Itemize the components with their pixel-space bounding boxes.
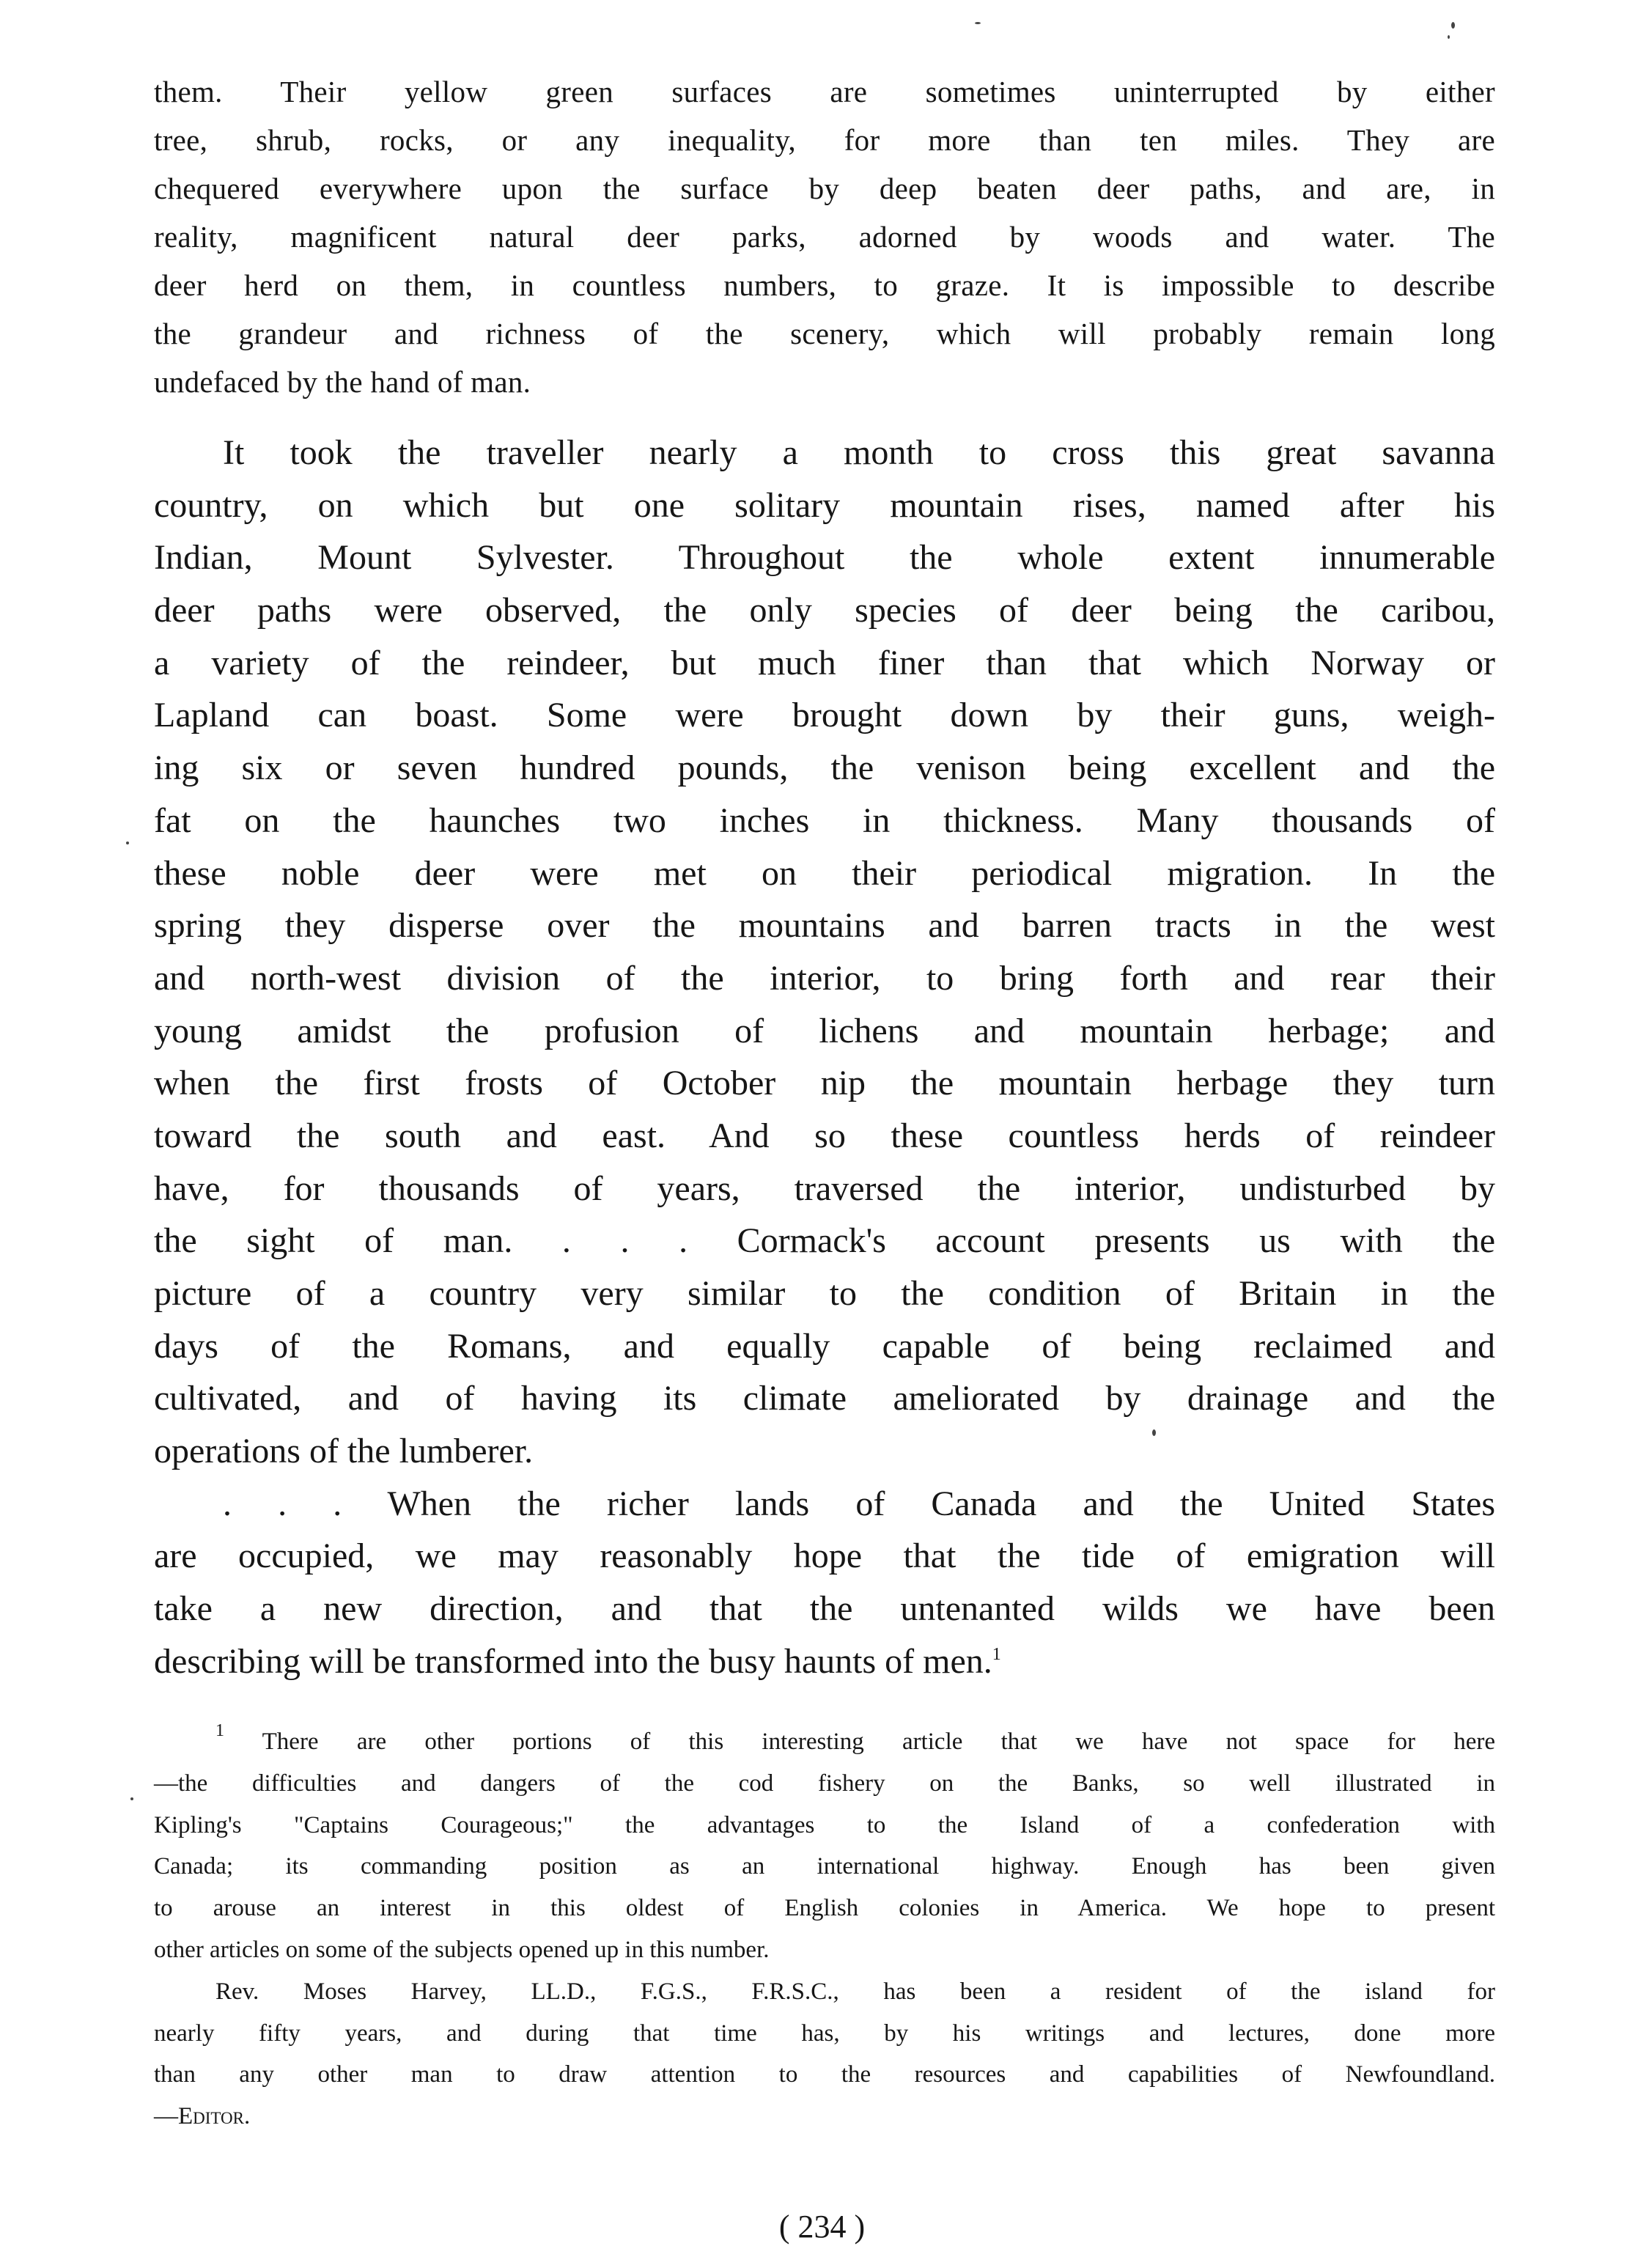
- footnote-line: other articles on some of the subjects opened up in this number.: [154, 1936, 770, 1963]
- text-line: the grandeur and richness of the scenery, which will probably remain long: [154, 317, 1495, 350]
- text-line: . . . When the richer lands of Canada and the United States: [223, 1484, 1495, 1523]
- editor-signature: [154, 2096, 1495, 2138]
- text-line: young amidst the profusion of lichens and mountain herbage; and: [154, 1011, 1495, 1050]
- editor-dash: —: [154, 2103, 178, 2130]
- text-line: these noble deer were met on their periodical migration. In the: [154, 853, 1495, 893]
- text-line: spring they disperse over the mountains and barren tracts in the west: [154, 906, 1495, 946]
- text-line: deer paths were observed, the only species of deer being the caribou,: [154, 591, 1495, 630]
- footnote-line: than any other man to draw attention to the resources and capabilities of Newfoundland.: [154, 2061, 1495, 2088]
- scan-speck: [1448, 35, 1450, 39]
- text-line: ing six or seven hundred pounds, the venison being excellent and the: [154, 748, 1495, 788]
- footnote-line: —the difficulties and dangers of the cod fishery on the Banks, so well illustrated in: [154, 1770, 1495, 1797]
- page-number: ( 234 ): [778, 2209, 866, 2245]
- text-line: days of the Romans, and equally capable of being reclaimed and: [154, 1326, 1495, 1366]
- editor-label: Editor.: [178, 2103, 251, 2130]
- text-line: cultivated, and of having its climate ameliorated by drainage and the: [154, 1379, 1495, 1418]
- quoted-passage: [154, 427, 1495, 1688]
- text-line: when the first frosts of October nip the mountain herbage they turn: [154, 1064, 1495, 1103]
- text-line: them. Their yellow green surfaces are sometimes uninterrupted by either: [154, 75, 1495, 108]
- text-line: deer herd on them, in countless numbers, to graze. It is impossible to describe: [154, 268, 1495, 302]
- text-line-content: describing will be transformed into the busy haunts of men.: [154, 1641, 992, 1681]
- text-line: have, for thousands of years, traversed the interior, undisturbed by: [154, 1168, 1495, 1208]
- footnote-line-content: There are other portions of this interesting article that we have not space for here: [262, 1728, 1495, 1755]
- footnote-reference: 1: [992, 1644, 1001, 1664]
- text-line: are occupied, we may reasonably hope that the tide of emigration will: [154, 1536, 1495, 1576]
- footnote-line: nearly fifty years, and during that time has, by his writings and lectures, done more: [154, 2020, 1495, 2047]
- footnote-line: Rev. Moses Harvey, LL.D., F.G.S., F.R.S.C., has been a resident of the island for: [215, 1978, 1495, 2005]
- footnote-line: Kipling's "Captains Courageous;" the advantages to the Island of a confederation with: [154, 1811, 1495, 1838]
- scan-speck: [1451, 22, 1455, 29]
- text-line: Lapland can boast. Some were brought down by their guns, weigh-: [154, 696, 1495, 735]
- scan-speck: [975, 22, 981, 24]
- footnote-line: to arouse an interest in this oldest of English colonies in America. We hope to present: [154, 1895, 1495, 1922]
- footnote-marker: 1: [215, 1721, 224, 1740]
- text-line: picture of a country very similar to the condition of Britain in the: [154, 1274, 1495, 1313]
- text-line: It took the traveller nearly a month to cross this great savanna: [223, 433, 1495, 472]
- text-line: tree, shrub, rocks, or any inequality, for more than ten miles. They are: [154, 123, 1495, 157]
- text-line: [154, 1635, 1495, 1688]
- scan-speck: [130, 1797, 133, 1800]
- footnote: [154, 1721, 1495, 2138]
- text-line: chequered everywhere upon the surface by deep beaten deer paths, and are, in: [154, 172, 1495, 205]
- scan-speck: [1152, 1429, 1156, 1436]
- text-line: toward the south and east. And so these countless herds of reindeer: [154, 1116, 1495, 1155]
- text-line: operations of the lumberer.: [154, 1432, 534, 1471]
- intro-paragraph: [154, 67, 1495, 406]
- text-line: fat on the haunches two inches in thickness. Many thousands of: [154, 800, 1495, 840]
- text-line: reality, magnificent natural deer parks, adorned by woods and water. The: [154, 220, 1495, 254]
- footnote-line: [154, 1721, 1495, 1763]
- text-line: undefaced by the hand of man.: [154, 365, 531, 399]
- text-line: country, on which but one solitary mountain rises, named after his: [154, 485, 1495, 525]
- text-line: Indian, Mount Sylvester. Throughout the whole extent innumerable: [154, 538, 1495, 578]
- scan-speck: [126, 842, 129, 844]
- footnote-line: Canada; its commanding position as an international highway. Enough has been given: [154, 1853, 1495, 1880]
- text-line: the sight of man. . . . Cormack's account presents us with the: [154, 1221, 1495, 1261]
- text-line: a variety of the reindeer, but much finer than that which Norway or: [154, 643, 1495, 682]
- text-line: and north-west division of the interior, to bring forth and rear their: [154, 958, 1495, 998]
- text-line: take a new direction, and that the untenanted wilds we have been: [154, 1589, 1495, 1629]
